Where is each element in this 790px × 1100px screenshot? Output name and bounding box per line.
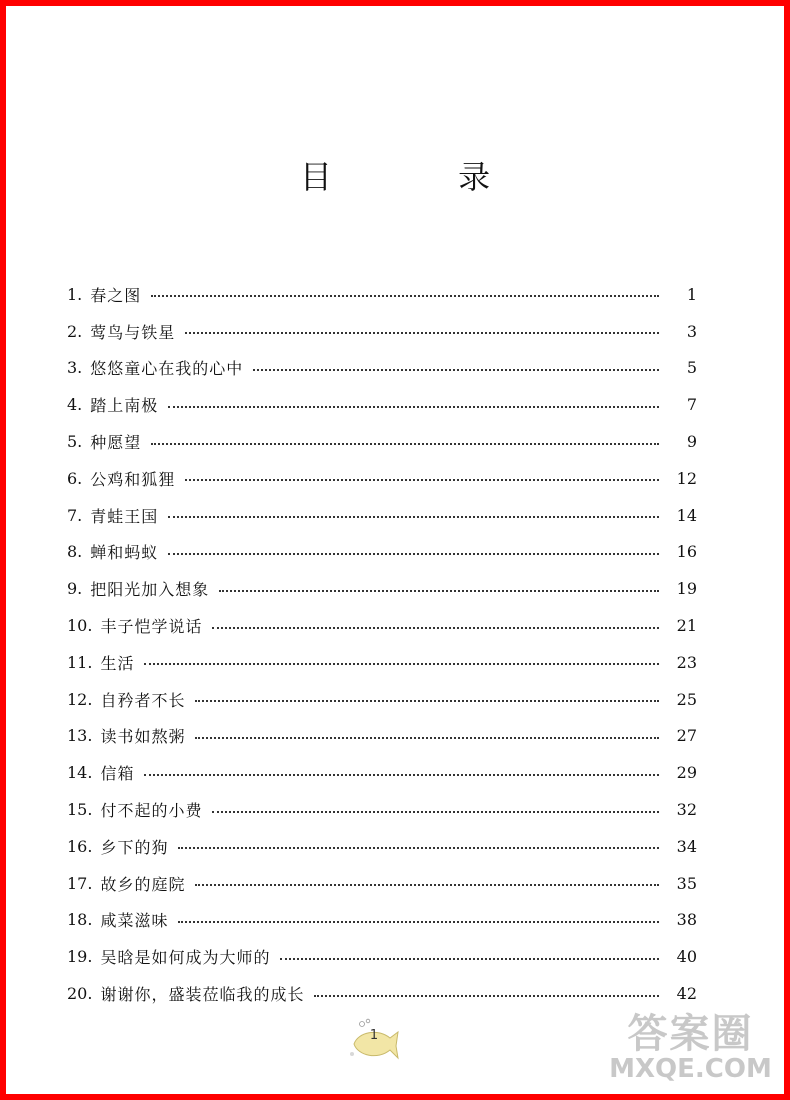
toc-entry-title: 春之图	[90, 285, 142, 305]
toc-entry-title: 自矜者不长	[100, 690, 186, 710]
toc-entry-number: 14.	[67, 763, 93, 783]
toc-entry-title: 谢谢你，盛装莅临我的成长	[100, 985, 305, 1005]
toc-dot-leader	[168, 516, 659, 518]
toc-entry-number: 6.	[67, 468, 83, 488]
toc-entry-title: 咸菜滋味	[100, 911, 169, 931]
toc-entry-page: 29	[676, 763, 697, 783]
toc-entry	[67, 570, 697, 607]
toc-entry-page: 35	[676, 873, 697, 893]
toc-entry-page: 23	[676, 652, 697, 672]
toc-entry-number: 16.	[67, 836, 93, 856]
toc-entry	[67, 534, 697, 571]
toc-entry-number: 11.	[67, 652, 93, 672]
toc-entry	[67, 938, 697, 975]
toc-entry	[67, 902, 697, 939]
toc-entry-number: 17.	[67, 873, 93, 893]
toc-entry-number: 15.	[67, 800, 93, 820]
toc-entry-number: 18.	[67, 910, 93, 930]
toc-dot-leader	[219, 590, 659, 592]
toc-entry-number: 5.	[67, 432, 83, 452]
toc-dot-leader	[144, 663, 659, 665]
toc-entry	[67, 718, 697, 755]
toc-entry-number: 9.	[67, 579, 83, 599]
watermark-text: 答案圈	[627, 1011, 754, 1057]
toc-entry	[67, 497, 697, 534]
toc-entry-page: 21	[676, 616, 697, 636]
toc-entry-title: 莺鸟与铁星	[90, 322, 176, 342]
toc-entry-title: 蝉和蚂蚁	[90, 543, 159, 563]
toc-entry	[67, 607, 697, 644]
toc-entry-number: 19.	[67, 947, 93, 967]
toc-dot-leader	[314, 995, 659, 997]
toc-entry-number: 7.	[67, 505, 83, 525]
toc-entry	[67, 460, 697, 497]
toc-entry-page: 14	[676, 505, 697, 525]
toc-dot-leader	[280, 958, 659, 960]
toc-entry-number: 20.	[67, 984, 93, 1004]
toc-entry-page: 32	[676, 800, 697, 820]
page-number: 1	[369, 1028, 379, 1043]
toc-entry	[67, 681, 697, 718]
toc-entry	[67, 423, 697, 460]
toc-entry-title: 生活	[100, 653, 135, 673]
toc-entry-number: 1.	[67, 284, 83, 304]
toc-entry-number: 12.	[67, 689, 93, 709]
toc-entry	[67, 754, 697, 791]
toc-dot-leader	[253, 369, 659, 371]
toc-dot-leader	[178, 847, 659, 849]
toc-entry	[67, 791, 697, 828]
toc-dot-leader	[212, 627, 659, 629]
toc-entry-title: 把阳光加入想象	[90, 580, 210, 600]
toc-entry	[67, 975, 697, 1012]
toc-entry-title: 种愿望	[90, 433, 142, 453]
toc-entry-page: 25	[676, 689, 697, 709]
toc-dot-leader	[195, 700, 659, 702]
toc-entry-page: 40	[676, 947, 697, 967]
toc-entry-title: 丰子恺学说话	[100, 617, 203, 637]
toc-entry	[67, 865, 697, 902]
toc-entry-number: 13.	[67, 726, 93, 746]
toc-entry-page: 12	[676, 468, 697, 488]
toc-entry-page: 1	[686, 284, 697, 304]
toc-dot-leader	[168, 406, 659, 408]
toc-entry	[67, 276, 697, 313]
toc-entry-page: 34	[676, 836, 697, 856]
toc-entry-page: 19	[676, 579, 697, 599]
toc-dot-leader	[144, 774, 659, 776]
toc-dot-leader	[168, 553, 659, 555]
toc-entry-title: 故乡的庭院	[100, 874, 186, 894]
toc-entry	[67, 644, 697, 681]
toc-entry-title: 乡下的狗	[100, 837, 169, 857]
toc-dot-leader	[151, 443, 659, 445]
toc-entry-title: 吴晗是如何成为大师的	[100, 948, 271, 968]
toc-entry	[67, 828, 697, 865]
toc-dot-leader	[151, 295, 659, 297]
toc-entry-page: 7	[686, 395, 697, 415]
page-title: 目 录	[299, 158, 549, 196]
toc-entry-page: 3	[686, 321, 697, 341]
table-of-contents	[67, 276, 697, 1012]
toc-entry-page: 42	[676, 984, 697, 1004]
toc-entry	[67, 313, 697, 350]
toc-entry-page: 9	[686, 432, 697, 452]
toc-entry-number: 10.	[67, 616, 93, 636]
watermark-url: MXQE.COM	[609, 1054, 772, 1084]
toc-entry	[67, 386, 697, 423]
watermark-logo	[603, 1002, 778, 1092]
toc-dot-leader	[178, 921, 659, 923]
toc-dot-leader	[195, 884, 659, 886]
toc-entry	[67, 350, 697, 387]
toc-dot-leader	[185, 332, 659, 334]
toc-entry-title: 付不起的小费	[100, 801, 203, 821]
page-number-badge	[348, 1018, 400, 1062]
toc-entry-title: 信箱	[100, 764, 135, 784]
toc-entry-number: 2.	[67, 321, 83, 341]
toc-entry-title: 悠悠童心在我的心中	[90, 359, 244, 379]
toc-entry-title: 公鸡和狐狸	[90, 469, 176, 489]
toc-entry-title: 青蛙王国	[90, 506, 159, 526]
toc-dot-leader	[185, 479, 659, 481]
toc-entry-page: 5	[686, 358, 697, 378]
toc-entry-number: 8.	[67, 542, 83, 562]
toc-entry-number: 4.	[67, 395, 83, 415]
toc-dot-leader	[212, 811, 659, 813]
toc-entry-title: 踏上南极	[90, 396, 159, 416]
toc-entry-title: 读书如熬粥	[100, 727, 186, 747]
toc-entry-page: 38	[676, 910, 697, 930]
toc-entry-page: 16	[676, 542, 697, 562]
toc-dot-leader	[195, 737, 659, 739]
toc-entry-number: 3.	[67, 358, 83, 378]
toc-entry-page: 27	[676, 726, 697, 746]
